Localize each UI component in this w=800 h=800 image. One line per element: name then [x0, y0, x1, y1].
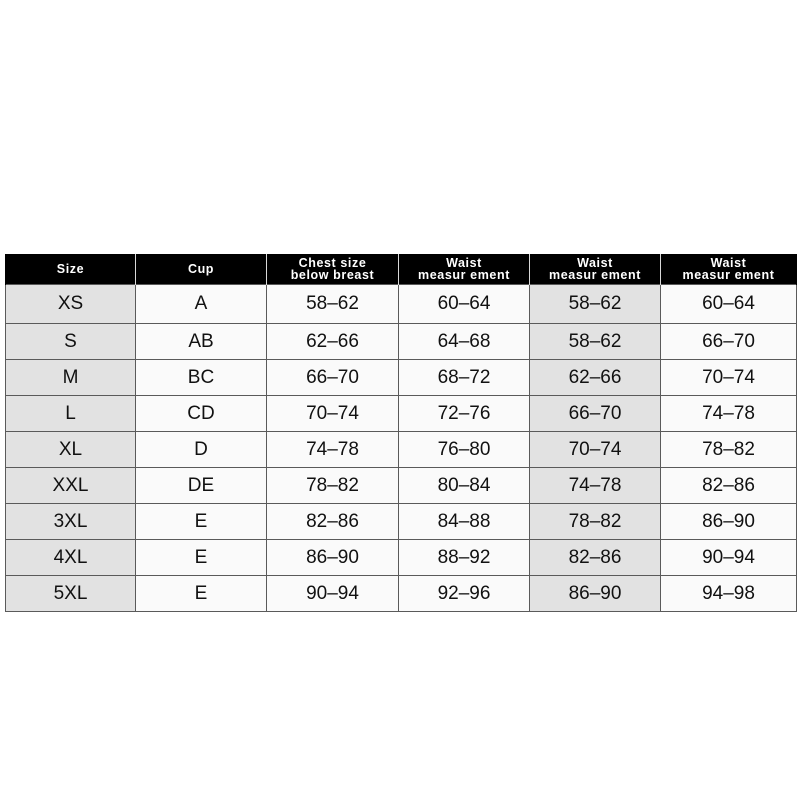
- table-cell-cup: BC: [136, 360, 267, 396]
- table-cell-cup: D: [136, 432, 267, 468]
- table-body: [6, 285, 797, 612]
- table-cell-waist-1: 76–80: [399, 432, 530, 468]
- table-cell-waist-1: 84–88: [399, 504, 530, 540]
- table-cell-chest: 58–62: [267, 285, 399, 324]
- table-cell-waist-1: 72–76: [399, 396, 530, 432]
- table-cell-waist-3: 90–94: [661, 540, 797, 576]
- table-cell-waist-3: 66–70: [661, 324, 797, 360]
- table-cell-size: XXL: [6, 468, 136, 504]
- column-header-line: measur ement: [682, 268, 775, 282]
- column-header-line: Chest size: [298, 256, 367, 270]
- table-cell-size: M: [6, 360, 136, 396]
- column-header-cup: [136, 254, 267, 285]
- header-row: [6, 254, 797, 285]
- table-cell-size: XS: [6, 285, 136, 324]
- table-cell-cup: E: [136, 540, 267, 576]
- table-cell-waist-2: 82–86: [530, 540, 661, 576]
- table-cell-size: S: [6, 324, 136, 360]
- table-cell-waist-2: 74–78: [530, 468, 661, 504]
- table-cell-cup: DE: [136, 468, 267, 504]
- column-header-waist-1: [399, 254, 530, 285]
- table-row: [6, 540, 797, 576]
- column-header-line: below breast: [290, 268, 375, 282]
- table-cell-waist-2: 62–66: [530, 360, 661, 396]
- column-header-waist-3: [661, 254, 797, 285]
- table-cell-waist-3: 82–86: [661, 468, 797, 504]
- table-cell-waist-3: 94–98: [661, 576, 797, 612]
- column-header-line: measur ement: [549, 268, 641, 282]
- table-cell-waist-3: 70–74: [661, 360, 797, 396]
- column-header-line: Size: [56, 262, 85, 276]
- table-header: [6, 254, 797, 285]
- table-cell-waist-3: 60–64: [661, 285, 797, 324]
- table-cell-waist-3: 74–78: [661, 396, 797, 432]
- table-cell-waist-3: 78–82: [661, 432, 797, 468]
- table-row: [6, 285, 797, 324]
- table-row: [6, 432, 797, 468]
- table-cell-chest: 62–66: [267, 324, 399, 360]
- table-cell-waist-1: 60–64: [399, 285, 530, 324]
- column-header-line: Waist: [446, 256, 482, 270]
- table-row: [6, 324, 797, 360]
- table-cell-size: XL: [6, 432, 136, 468]
- table-cell-chest: 90–94: [267, 576, 399, 612]
- table-cell-waist-2: 86–90: [530, 576, 661, 612]
- table-cell-waist-1: 92–96: [399, 576, 530, 612]
- table-row: [6, 396, 797, 432]
- table-cell-size: 5XL: [6, 576, 136, 612]
- table-cell-waist-2: 70–74: [530, 432, 661, 468]
- table-cell-cup: A: [136, 285, 267, 324]
- table-cell-waist-2: 78–82: [530, 504, 661, 540]
- table-cell-chest: 66–70: [267, 360, 399, 396]
- table-cell-chest: 74–78: [267, 432, 399, 468]
- table-cell-cup: E: [136, 576, 267, 612]
- table-row: [6, 360, 797, 396]
- table-cell-waist-2: 58–62: [530, 324, 661, 360]
- column-header-line: Cup: [187, 262, 215, 276]
- table-cell-waist-2: 66–70: [530, 396, 661, 432]
- table-cell-waist-2: 58–62: [530, 285, 661, 324]
- column-header-line: Waist: [710, 256, 747, 270]
- table-cell-waist-1: 68–72: [399, 360, 530, 396]
- table-cell-chest: 86–90: [267, 540, 399, 576]
- table-cell-chest: 78–82: [267, 468, 399, 504]
- column-header-waist-2: [530, 254, 661, 285]
- table-cell-cup: E: [136, 504, 267, 540]
- column-header-size: [6, 254, 136, 285]
- table-cell-chest: 70–74: [267, 396, 399, 432]
- table-cell-cup: CD: [136, 396, 267, 432]
- table-cell-size: 4XL: [6, 540, 136, 576]
- table-cell-chest: 82–86: [267, 504, 399, 540]
- table-row: [6, 576, 797, 612]
- table-cell-size: L: [6, 396, 136, 432]
- table-row: [6, 468, 797, 504]
- table-cell-waist-3: 86–90: [661, 504, 797, 540]
- column-header-chest: [267, 254, 399, 285]
- table-cell-waist-1: 64–68: [399, 324, 530, 360]
- table-row: [6, 504, 797, 540]
- column-header-line: Waist: [577, 256, 613, 270]
- table-cell-cup: AB: [136, 324, 267, 360]
- column-header-line: measur ement: [418, 268, 510, 282]
- table-cell-size: 3XL: [6, 504, 136, 540]
- table-cell-waist-1: 80–84: [399, 468, 530, 504]
- table-cell-waist-1: 88–92: [399, 540, 530, 576]
- size-chart-table: [5, 254, 797, 612]
